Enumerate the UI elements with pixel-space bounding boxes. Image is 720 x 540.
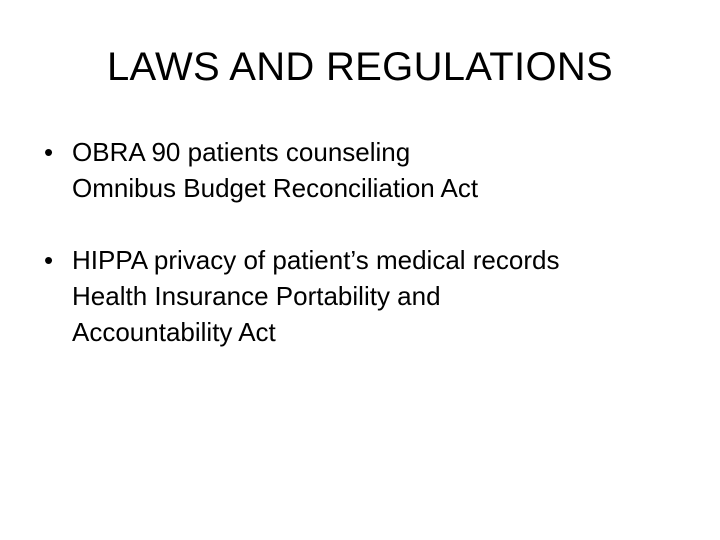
bullet-detail-obra: Omnibus Budget Reconciliation Act (72, 173, 479, 203)
bullet-icon: • (44, 137, 54, 167)
bullet-heading-obra: OBRA 90 patients counseling (72, 137, 411, 167)
bullet-item-hippa (44, 242, 704, 350)
slide-title: LAWS AND REGULATIONS (106, 45, 614, 89)
bullet-heading-hippa: HIPPA privacy of patient’s medical records (72, 245, 560, 275)
bullet-item-obra (44, 134, 704, 206)
bullet-list (44, 134, 704, 350)
bullet-detail-hippa-line-2: Accountability Act (72, 317, 276, 347)
bullet-detail-hippa-line-1: Health Insurance Portability and (72, 281, 441, 311)
bullet-icon: • (44, 245, 54, 275)
